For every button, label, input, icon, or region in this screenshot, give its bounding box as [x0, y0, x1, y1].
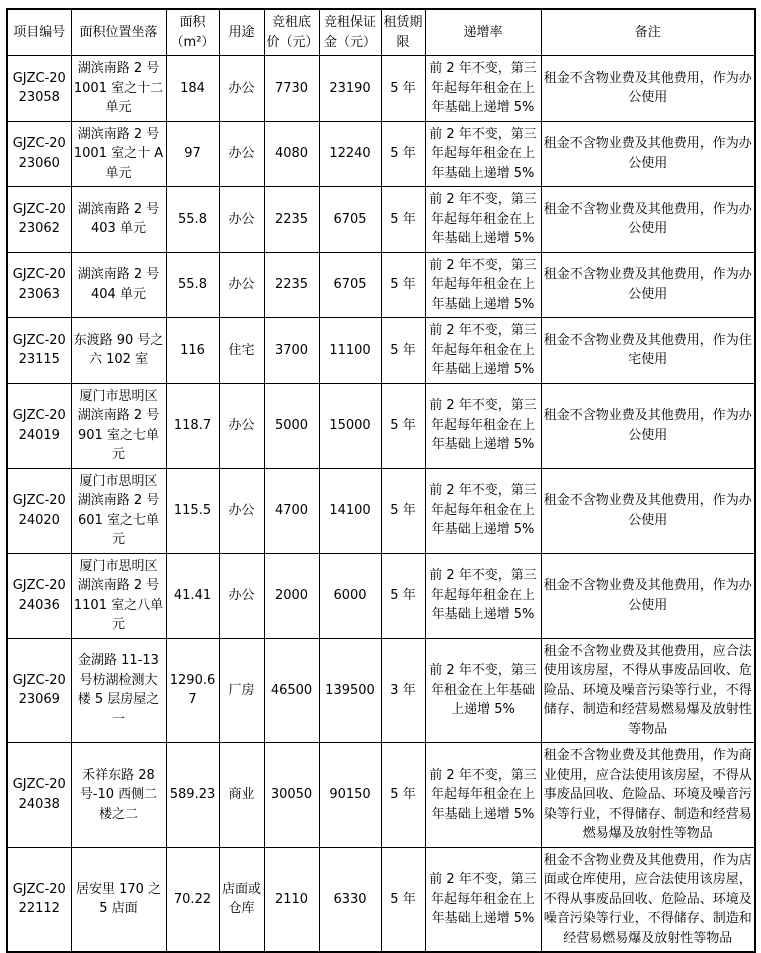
cell-increase: 前 2 年不变，第三年起每年租金在上年基础上递增 5% [425, 187, 541, 253]
cell-remark: 租金不含物业费及其他费用，作为办公使用 [541, 187, 755, 253]
cell-location: 湖滨南路 2 号 1001 室之十 A 单元 [71, 121, 166, 187]
cell-remark: 租金不含物业费及其他费用，作为店面或仓库使用，应合法使用该房屋，不得从事废品回收、危险品、环境及噪音污染等行业，不得储存、制造和经营易燃易爆及放射性等物品 [541, 847, 755, 952]
column-header-area: 面积（m²） [166, 9, 219, 56]
cell-area: 97 [166, 121, 219, 187]
column-header-price: 竞租底价（元） [264, 9, 319, 56]
cell-location: 厦门市思明区湖滨南路 2 号 1101 室之八单元 [71, 553, 166, 638]
cell-remark: 租金不含物业费及其他费用，作为办公使用 [541, 252, 755, 318]
table-row [7, 121, 755, 187]
cell-term: 5 年 [381, 553, 425, 638]
cell-id: GJZC-2024019 [7, 383, 71, 468]
lease-listing-table [6, 8, 756, 953]
cell-use: 厂房 [219, 638, 264, 743]
cell-price: 2235 [264, 187, 319, 253]
cell-increase: 前 2 年不变，第三年起每年租金在上年基础上递增 5% [425, 56, 541, 122]
cell-area: 184 [166, 56, 219, 122]
column-header-term: 租赁期限 [381, 9, 425, 56]
cell-id: GJZC-2024020 [7, 468, 71, 553]
cell-use: 办公 [219, 468, 264, 553]
cell-id: GJZC-2022112 [7, 847, 71, 952]
table-body [7, 56, 755, 953]
table-row [7, 638, 755, 743]
cell-term: 5 年 [381, 468, 425, 553]
cell-location: 金湖路 11-13 号枋湖检测大楼 5 层房屋之一 [71, 638, 166, 743]
cell-area: 55.8 [166, 252, 219, 318]
cell-use: 商业 [219, 743, 264, 848]
cell-id: GJZC-2023063 [7, 252, 71, 318]
cell-use: 办公 [219, 383, 264, 468]
cell-remark: 租金不含物业费及其他费用，作为办公使用 [541, 468, 755, 553]
cell-price: 5000 [264, 383, 319, 468]
column-header-location: 面积位置坐落 [71, 9, 166, 56]
cell-remark: 租金不含物业费及其他费用，作为商业使用，应合法使用该房屋，不得从事废品回收、危险品、环境及噪音污染等行业，不得储存、制造和经营易燃易爆及放射性等物品 [541, 743, 755, 848]
table-row [7, 383, 755, 468]
cell-use: 店面或仓库 [219, 847, 264, 952]
cell-increase: 前 2 年不变，第三年起每年租金在上年基础上递增 5% [425, 252, 541, 318]
cell-deposit: 6000 [319, 553, 381, 638]
cell-deposit: 11100 [319, 318, 381, 384]
cell-location: 湖滨南路 2 号 403 单元 [71, 187, 166, 253]
cell-remark: 租金不含物业费及其他费用，应合法使用该房屋，不得从事废品回收、危险品、环境及噪音污染等行业，不得储存、制造和经营易燃易爆及放射性等物品 [541, 638, 755, 743]
table-row [7, 56, 755, 122]
cell-location: 居安里 170 之 5 店面 [71, 847, 166, 952]
cell-location: 厦门市思明区湖滨南路 2 号 901 室之七单元 [71, 383, 166, 468]
cell-price: 3700 [264, 318, 319, 384]
cell-remark: 租金不含物业费及其他费用，作为办公使用 [541, 56, 755, 122]
cell-use: 办公 [219, 187, 264, 253]
cell-location: 东渡路 90 号之六 102 室 [71, 318, 166, 384]
cell-term: 5 年 [381, 56, 425, 122]
cell-id: GJZC-2023060 [7, 121, 71, 187]
cell-deposit: 6705 [319, 252, 381, 318]
cell-area: 589.23 [166, 743, 219, 848]
cell-location: 厦门市思明区湖滨南路 2 号 601 室之七单元 [71, 468, 166, 553]
cell-term: 5 年 [381, 252, 425, 318]
table-row [7, 553, 755, 638]
cell-price: 4080 [264, 121, 319, 187]
cell-deposit: 139500 [319, 638, 381, 743]
table-row [7, 468, 755, 553]
cell-increase: 前 2 年不变，第三年起每年租金在上年基础上递增 5% [425, 121, 541, 187]
cell-price: 7730 [264, 56, 319, 122]
cell-price: 2000 [264, 553, 319, 638]
cell-price: 2235 [264, 252, 319, 318]
table-row [7, 187, 755, 253]
cell-remark: 租金不含物业费及其他费用，作为办公使用 [541, 383, 755, 468]
cell-term: 5 年 [381, 743, 425, 848]
column-header-increase: 递增率 [425, 9, 541, 56]
cell-use: 办公 [219, 56, 264, 122]
cell-location: 湖滨南路 2 号 404 单元 [71, 252, 166, 318]
cell-term: 5 年 [381, 383, 425, 468]
column-header-remark: 备注 [541, 9, 755, 56]
cell-deposit: 6705 [319, 187, 381, 253]
table-row [7, 318, 755, 384]
cell-price: 2110 [264, 847, 319, 952]
cell-area: 41.41 [166, 553, 219, 638]
cell-deposit: 12240 [319, 121, 381, 187]
cell-price: 30050 [264, 743, 319, 848]
cell-remark: 租金不含物业费及其他费用，作为住宅使用 [541, 318, 755, 384]
cell-term: 5 年 [381, 318, 425, 384]
cell-increase: 前 2 年不变，第三年起每年租金在上年基础上递增 5% [425, 743, 541, 848]
cell-price: 4700 [264, 468, 319, 553]
cell-area: 70.22 [166, 847, 219, 952]
cell-location: 禾祥东路 28 号-10 西侧二楼之二 [71, 743, 166, 848]
cell-use: 办公 [219, 252, 264, 318]
cell-id: GJZC-2023069 [7, 638, 71, 743]
cell-term: 3 年 [381, 638, 425, 743]
cell-deposit: 23190 [319, 56, 381, 122]
cell-id: GJZC-2023058 [7, 56, 71, 122]
cell-deposit: 6330 [319, 847, 381, 952]
cell-area: 115.5 [166, 468, 219, 553]
cell-id: GJZC-2023115 [7, 318, 71, 384]
cell-deposit: 15000 [319, 383, 381, 468]
cell-increase: 前 2 年不变，第三年起每年租金在上年基础上递增 5% [425, 318, 541, 384]
cell-id: GJZC-2024038 [7, 743, 71, 848]
cell-term: 5 年 [381, 187, 425, 253]
column-header-deposit: 竞租保证金（元） [319, 9, 381, 56]
cell-use: 办公 [219, 553, 264, 638]
cell-increase: 前 2 年不变，第三年起每年租金在上年基础上递增 5% [425, 553, 541, 638]
cell-deposit: 14100 [319, 468, 381, 553]
cell-price: 46500 [264, 638, 319, 743]
cell-area: 116 [166, 318, 219, 384]
cell-term: 5 年 [381, 847, 425, 952]
cell-id: GJZC-2024036 [7, 553, 71, 638]
cell-increase: 前 2 年不变，第三年起每年租金在上年基础上递增 5% [425, 383, 541, 468]
header-row [7, 9, 755, 56]
cell-area: 1290.67 [166, 638, 219, 743]
cell-increase: 前 2 年不变，第三年起每年租金在上年基础上递增 5% [425, 468, 541, 553]
cell-remark: 租金不含物业费及其他费用，作为办公使用 [541, 121, 755, 187]
cell-use: 办公 [219, 121, 264, 187]
cell-area: 55.8 [166, 187, 219, 253]
cell-term: 5 年 [381, 121, 425, 187]
cell-location: 湖滨南路 2 号 1001 室之十二单元 [71, 56, 166, 122]
cell-area: 118.7 [166, 383, 219, 468]
table-row [7, 847, 755, 952]
cell-remark: 租金不含物业费及其他费用，作为办公使用 [541, 553, 755, 638]
cell-id: GJZC-2023062 [7, 187, 71, 253]
cell-increase: 前 2 年不变，第三年起每年租金在上年基础上递增 5% [425, 847, 541, 952]
cell-use: 住宅 [219, 318, 264, 384]
cell-increase: 前 2 年不变，第三年租金在上年基础上递增 5% [425, 638, 541, 743]
table-row [7, 252, 755, 318]
column-header-use: 用途 [219, 9, 264, 56]
column-header-id: 项目编号 [7, 9, 71, 56]
table-row [7, 743, 755, 848]
cell-deposit: 90150 [319, 743, 381, 848]
